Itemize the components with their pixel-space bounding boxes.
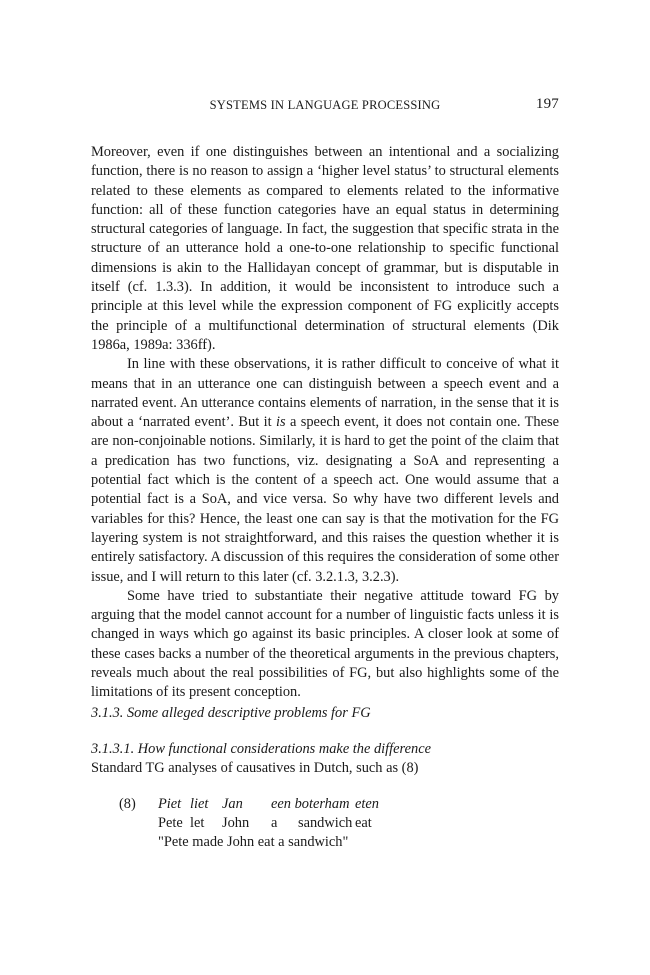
paragraph-text: In line with these observations, it is rather difficult to conceive of what it means that in an utterance one can distinguish between a speech event and a narrated event. An utterance contains elements of narration, in the sense that it is about a ‘narrated event’. But it	[91, 356, 559, 431]
emphasis-is: is	[275, 414, 286, 431]
running-head	[91, 96, 559, 116]
gloss-word: sandwich	[298, 815, 353, 831]
example-translation: "Pete made John eat a sandwich"	[158, 834, 349, 850]
subsection-heading: 3.1.3.1. How functional considerations make the difference	[91, 741, 431, 757]
gloss-word: let	[190, 815, 205, 831]
running-title: SYSTEMS IN LANGUAGE PROCESSING	[209, 98, 441, 112]
gloss-word: Pete	[158, 815, 183, 831]
dutch-word: Jan	[222, 796, 243, 812]
dutch-word: liet	[190, 796, 209, 812]
dutch-word: eten	[355, 796, 379, 812]
section-heading: 3.1.3. Some alleged descriptive problems for FG	[91, 705, 371, 721]
page-number: 197	[535, 96, 559, 112]
example-dutch-line	[0, 796, 650, 815]
paragraph-text: Some have tried to substantiate their negative attitude toward FG by arguing that the model cannot account for a number of linguistic facts unless it is changed in ways which go against its basic principles. A closer look at some of these cases backs a number of the theoretical arguments in the previous chapters, reveals much about the real possibilities of FG, but also highlights some of the limitations of its present conception.	[91, 587, 559, 701]
paragraph-1	[91, 143, 559, 355]
dutch-word: Piet	[158, 796, 182, 812]
body-text	[91, 143, 559, 703]
paragraph-3	[91, 587, 559, 703]
paragraph-text: Moreover, even if one distinguishes between an intentional and a socializing function, there is no reason to assign a ‘higher level status’ to structural elements related to these elements as compared to elements related to the informative function: all of these function categories have an equal status in determining structural categories of language. In fact, the suggestion that specific strata in the structure of an utterance hold a one-to-one relationship to specific functional dimensions is akin to the Hallidayan concept of grammar, but is disputable in itself (cf. 1.3.3). In addition, it would be inconsistent to introduce such a principle at this level while the expression component of FG explicitly accepts the principle of a multifunctional determination of structural elements (Dik 1986a, 1989a: 336ff).	[91, 144, 559, 353]
gloss-word: John	[222, 815, 250, 831]
gloss-word: eat	[355, 815, 372, 831]
subsection-intro: Standard TG analyses of causatives in Dutch, such as (8)	[91, 760, 419, 776]
dutch-word: een boterham	[271, 796, 350, 812]
gloss-word: a	[271, 815, 278, 831]
example-gloss-line	[0, 815, 650, 834]
paragraph-2	[91, 355, 559, 587]
example-number: (8)	[119, 796, 136, 812]
paragraph-text: a speech event, it does not contain one. These are non-conjoinable notions. Similarly, it is hard to get the point of the claim that a predication has two functions, viz. designating a SoA and representing a potential fact which is the content of a speech act. One would assume that a potential fact is a SoA, and vice versa. So why have two different levels and variables for this? Hence, the least one can say is that the motivation for the FG layering system is not straightforward, and this raises the question whether it is entirely satisfactory. A discussion of this requires the consideration of some other issue, and I will return to this later (cf. 3.2.1.3, 3.2.3).	[91, 414, 560, 585]
